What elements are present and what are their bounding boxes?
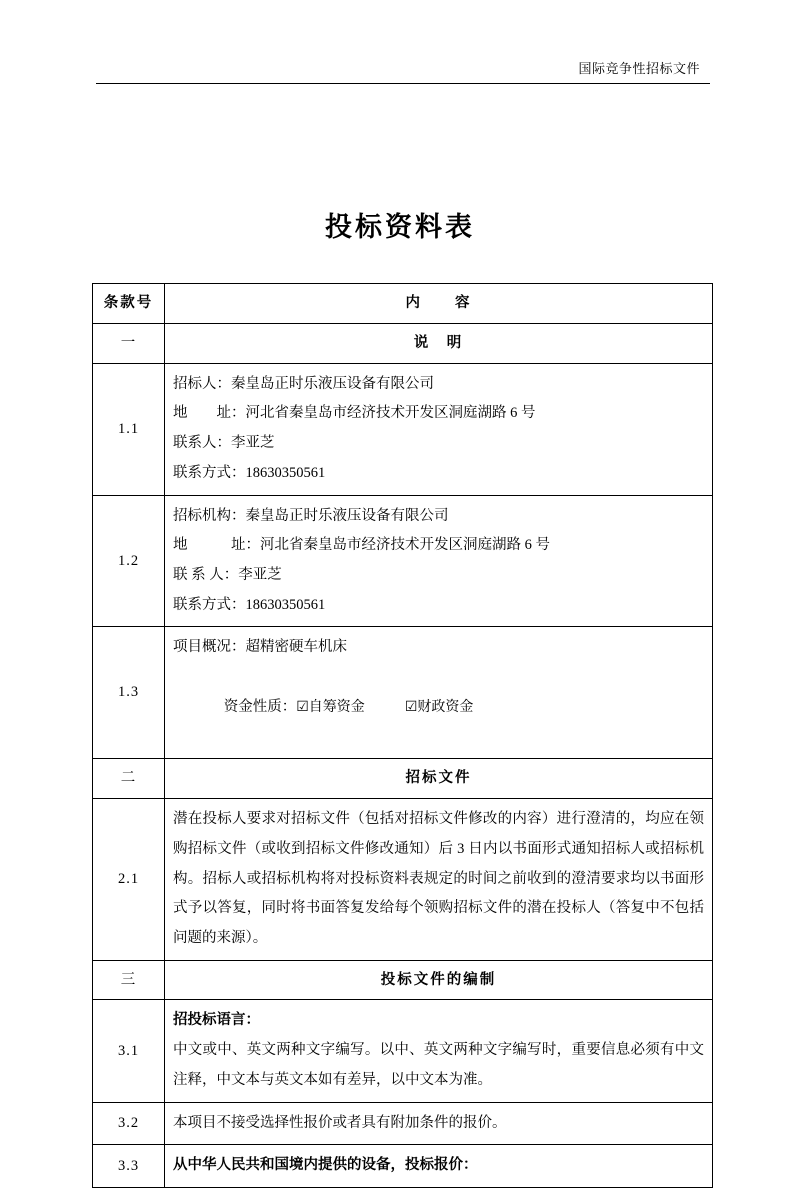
table-header-clause: 条款号 <box>93 284 165 324</box>
table-row <box>93 627 713 759</box>
table-row <box>93 1000 713 1102</box>
row-3-1-heading: 招投标语言： <box>173 1012 260 1029</box>
section-row-2 <box>93 759 713 799</box>
running-title: 国际竞争性招标文件 <box>578 61 700 76</box>
table-row <box>93 495 713 627</box>
row-1-2-no: 1.2 <box>93 495 165 627</box>
section-3-no: 三 <box>93 960 165 1000</box>
row-3-1-text: 中文或中、英文两种文字编写。以中、英文两种文字编写时，重要信息必须有中文注释，中文本与英文本如有差异，以中文本为准。 <box>173 1042 704 1088</box>
row-1-2-line-4: 联系方式：18630350561 <box>173 596 326 613</box>
section-row-1 <box>93 323 713 363</box>
bid-data-table-wrapper <box>92 283 712 1188</box>
row-1-1-no: 1.1 <box>93 363 165 495</box>
section-3-label: 投标文件的编制 <box>165 960 713 1000</box>
funding-option-self[interactable]: ☑自筹资金 <box>296 698 365 715</box>
row-3-2-content <box>165 1102 713 1145</box>
funding-option-fiscal[interactable]: ☑财政资金 <box>404 698 474 715</box>
row-3-1-content <box>165 1000 713 1102</box>
row-1-1-line-3: 联系人：李亚芝 <box>173 435 275 452</box>
row-3-3-content <box>165 1145 713 1188</box>
funding-nature-label: 资金性质： <box>223 698 297 715</box>
table-row <box>93 1102 713 1145</box>
row-2-1-text: 潜在投标人要求对招标文件（包括对招标文件修改的内容）进行澄清的，均应在领购招标文件（或收到招标文件修改通知）后 3 日内以书面形式通知招标人或招标机构。招标人或招标机构将对投标资料表规定的时间之前收到的澄清要求均以书面形式予以答复，同时将书面答复发给每个领购招标文件的潜在投标人（答复中不包括问题的来源）。 <box>173 811 704 946</box>
row-1-1-content <box>165 363 713 495</box>
row-1-2-content <box>165 495 713 627</box>
table-row <box>93 363 713 495</box>
row-2-1-content <box>165 799 713 961</box>
row-1-3-line-2 <box>173 663 704 752</box>
section-2-label: 招标文件 <box>165 759 713 799</box>
bid-data-table <box>92 283 713 1188</box>
page-header <box>96 58 710 84</box>
row-1-2-line-2: 地 址：河北省秦皇岛市经济技术开发区洞庭湖路 6 号 <box>173 537 550 554</box>
row-3-3-no: 3.3 <box>93 1145 165 1188</box>
section-1-no: 一 <box>93 323 165 363</box>
table-row <box>93 1145 713 1188</box>
row-1-2-line-1: 招标机构：秦皇岛正时乐液压设备有限公司 <box>173 507 449 524</box>
section-1-label: 说 明 <box>165 323 713 363</box>
table-header-content: 内 容 <box>165 284 713 324</box>
row-1-1-line-1: 招标人：秦皇岛正时乐液压设备有限公司 <box>173 375 434 392</box>
table-header-row <box>93 284 713 324</box>
row-1-1-line-4: 联系方式：18630350561 <box>173 464 326 481</box>
row-1-1-line-2: 地 址：河北省秦皇岛市经济技术开发区洞庭湖路 6 号 <box>173 405 536 422</box>
row-1-3-content <box>165 627 713 759</box>
row-2-1-no: 2.1 <box>93 799 165 961</box>
row-3-2-no: 3.2 <box>93 1102 165 1145</box>
row-1-3-line-1: 项目概况：超精密硬车机床 <box>173 639 347 656</box>
row-3-1-no: 3.1 <box>93 1000 165 1102</box>
row-1-3-no: 1.3 <box>93 627 165 759</box>
section-row-3 <box>93 960 713 1000</box>
row-1-2-line-3: 联 系 人：李亚芝 <box>173 566 282 583</box>
row-3-3-text: 从中华人民共和国境内提供的设备，投标报价： <box>173 1157 478 1174</box>
row-3-2-text: 本项目不接受选择性报价或者具有附加条件的报价。 <box>173 1114 507 1131</box>
table-row <box>93 799 713 961</box>
page-title: 投标资料表 <box>325 212 475 242</box>
section-2-no: 二 <box>93 759 165 799</box>
